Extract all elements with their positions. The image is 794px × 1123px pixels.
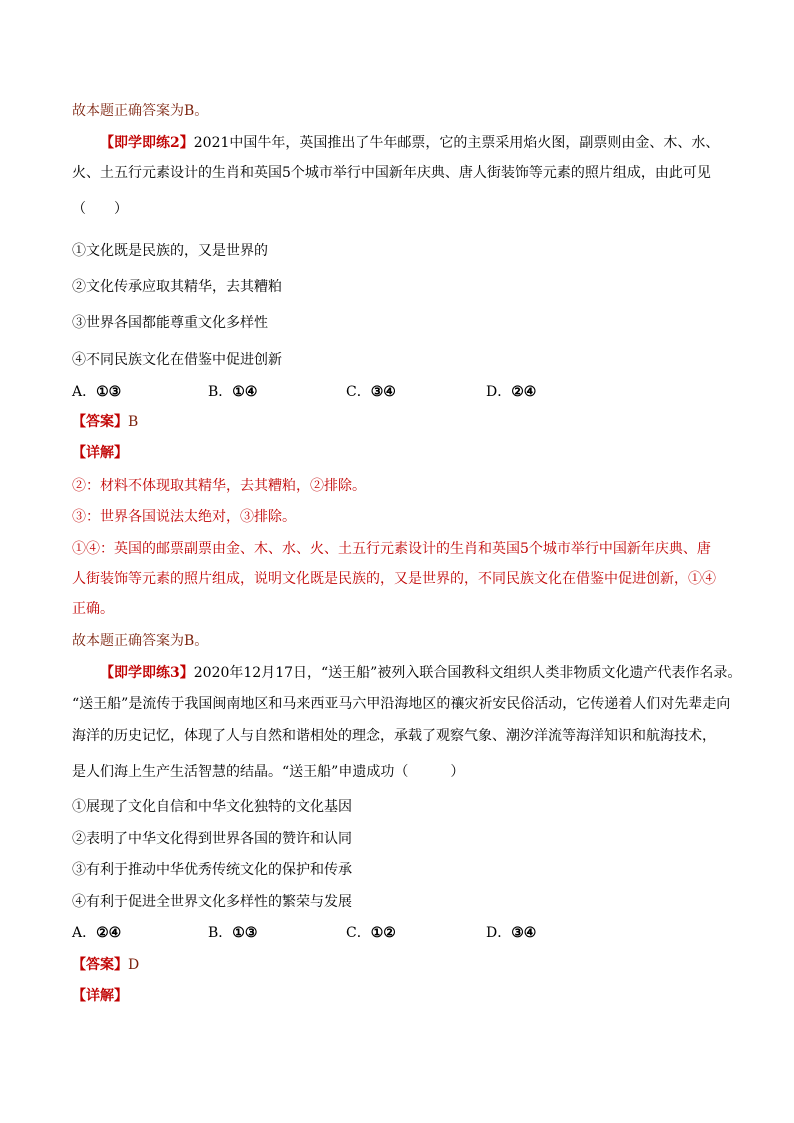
question-3-stem-line-3: 海洋的历史记忆，体现了人与自然和谐相处的理念，承载了观察气象、潮汐洋流等海洋知识和航海技术， — [72, 728, 716, 744]
conclusion-text-2: 故本题正确答案为B。 — [72, 633, 209, 649]
option-d: D．③④ — [486, 925, 537, 941]
explain-line-2: ③：世界各国说法太绝对，③排除。 — [72, 509, 296, 525]
explain-line-3b: 人街装饰等元素的照片组成，说明文化既是民族的，又是世界的，不同民族文化在借鉴中促进创新，①④ — [72, 571, 716, 587]
option-a: A．②④ — [72, 925, 122, 941]
option-d: D．②④ — [486, 384, 537, 400]
statement-2: ②表明了中华文化得到世界各国的赞许和认同 — [72, 831, 352, 847]
option-b: B．①③ — [208, 925, 258, 941]
question-2-stem-line-2: 火、土五行元素设计的生肖和英国5个城市举行中国新年庆典、唐人街装饰等元素的照片组成，由此可见 — [72, 165, 711, 181]
question-tag: 【即学即练2】 — [100, 135, 194, 151]
conclusion-text: 故本题正确答案为B。 — [72, 103, 209, 119]
answer-label: 【答案】 — [72, 414, 128, 430]
question-stem-text: 2020年12月17日，“送王船”被列入联合国教科文组织人类非物质文化遗产代表作名录。 — [193, 665, 742, 681]
detail-label: 【详解】 — [72, 988, 128, 1004]
statement-2: ②文化传承应取其精华，去其糟粕 — [72, 279, 282, 295]
statement-1: ①展现了文化自信和中华文化独特的文化基因 — [72, 799, 352, 815]
statement-3: ③世界各国都能尊重文化多样性 — [72, 315, 268, 331]
explain-line-3c: 正确。 — [72, 601, 114, 617]
statement-1: ①文化既是民族的，又是世界的 — [72, 243, 268, 259]
question-3-stem-line-1 — [100, 663, 741, 683]
answer-line — [72, 412, 138, 432]
question-tag: 【即学即练3】 — [100, 665, 194, 681]
statement-3: ③有利于推动中华优秀传统文化的保护和传承 — [72, 862, 352, 878]
answer-line — [72, 955, 139, 975]
option-c: C．①② — [346, 925, 396, 941]
option-c: C．③④ — [346, 384, 396, 400]
statement-4: ④不同民族文化在借鉴中促进创新 — [72, 352, 282, 368]
explain-line-1: ②：材料不体现取其精华，去其糟粕，②排除。 — [72, 478, 366, 494]
question-3-stem-line-4: 是人们海上生产生活智慧的结晶。“送王船”申遗成功（ ） — [72, 764, 465, 780]
explain-line-3a: ①④：英国的邮票副票由金、木、水、火、土五行元素设计的生肖和英国5个城市举行中国新年庆典、唐 — [72, 541, 711, 557]
statement-4: ④有利于促进全世界文化多样性的繁荣与发展 — [72, 894, 352, 910]
answer-value: D — [128, 957, 140, 973]
option-b: B．①④ — [208, 384, 258, 400]
answer-label: 【答案】 — [72, 957, 128, 973]
question-2-blank: （ ） — [72, 201, 128, 217]
answer-value: B — [128, 414, 139, 430]
option-a: A．①③ — [72, 384, 122, 400]
question-stem-text: 2021中国牛年，英国推出了牛年邮票，它的主票采用焰火图，副票则由金、木、水、 — [193, 135, 720, 151]
detail-label: 【详解】 — [72, 445, 128, 461]
question-2-stem-line-1 — [100, 133, 719, 153]
question-3-stem-line-2: “送王船”是流传于我国闽南地区和马来西亚马六甲沿海地区的禳灾祈安民俗活动，它传递着人们对先辈走向 — [72, 696, 731, 712]
